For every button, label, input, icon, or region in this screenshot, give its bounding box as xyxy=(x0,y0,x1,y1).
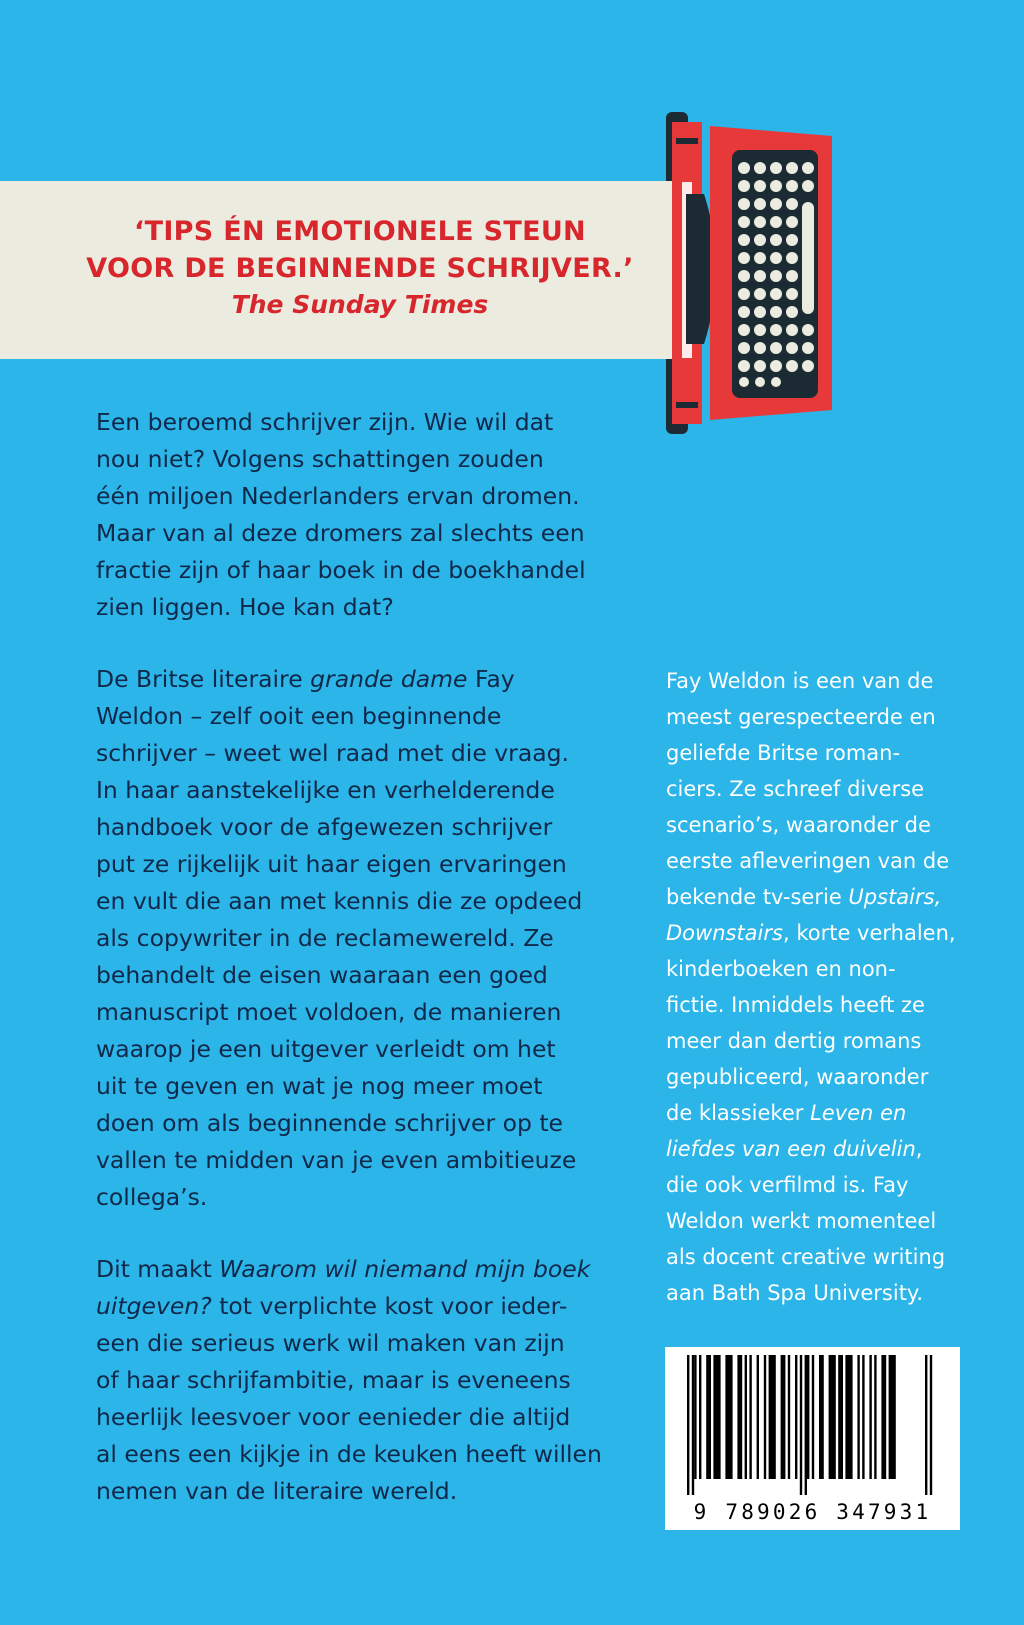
barcode-bar xyxy=(737,1355,742,1479)
barcode-bar xyxy=(749,1355,751,1479)
author-bio: Fay Weldon is een van de meest gerespecteerde en geliefde Britse roman- ciers. Ze schreef diverse scenario’s, waaronder de eerste afleveringen van de bekende tv-serie Upstairs, Downstairs, korte verhalen, kinderboeken en non- fictie. Inmiddels heeft ze meer dan dertig romans gepubliceerd, waaronder de klassieker Leven en liefdes van een duivelin, die ook verfilmd is. Fay Weldon werkt momenteel als docent creative writing aan Bath Spa University. xyxy=(666,669,956,1305)
barcode-bar xyxy=(692,1355,694,1495)
barcode-bar xyxy=(829,1355,836,1479)
typewriter-icon xyxy=(660,108,870,438)
barcode-bar xyxy=(845,1355,852,1479)
review-quote xyxy=(0,213,720,323)
quote-source: The Sunday Times xyxy=(231,290,489,319)
barcode-bar xyxy=(725,1355,732,1479)
barcode-bar xyxy=(889,1355,896,1479)
barcode xyxy=(665,1347,960,1530)
barcode-bar xyxy=(857,1355,859,1479)
barcode-bar xyxy=(925,1355,927,1495)
barcode-bar xyxy=(807,1355,809,1479)
barcode-bar xyxy=(862,1355,864,1479)
barcode-bar xyxy=(788,1355,790,1479)
quote-line-1: ‘TIPS ÉN EMOTIONELE STEUN xyxy=(134,216,586,247)
barcode-bar xyxy=(699,1355,701,1479)
barcode-bars xyxy=(665,1347,960,1497)
barcode-bar xyxy=(819,1355,824,1479)
barcode-bar xyxy=(795,1355,797,1479)
barcode-bar xyxy=(713,1355,720,1479)
barcode-bar xyxy=(745,1355,747,1479)
barcode-bar xyxy=(881,1355,886,1479)
barcode-bar xyxy=(764,1355,766,1479)
quote-line-2: VOOR DE BEGINNENDE SCHRIJVER.’ xyxy=(86,253,634,284)
isbn-number: 9 789026 347931 xyxy=(693,1500,932,1524)
barcode-bar xyxy=(706,1355,711,1479)
barcode-bar xyxy=(781,1355,786,1479)
blurb-paragraph-2: De Britse literaire grande dame Fay Weldon – zelf ooit een beginnende schrijver – weet wel raad met die vraag. In haar aanstekelijke en verhelderende handboek voor de afgewezen schrijver put ze rijkelijk uit haar eigen ervaringen en vult die aan met kennis die ze opdeed als copywriter in de reclamewereld. Ze behandelt de eisen waaraan een goed manuscript moet voldoen, de manieren waarop je een uitgever verleidt om het uit te geven en wat je nog meer moet doen om als beginnende schrijver op te vallen te midden van je even ambitieuze collega’s. xyxy=(96,665,583,1211)
barcode-bar xyxy=(805,1355,807,1495)
barcode-bar xyxy=(694,1355,696,1479)
barcode-bar xyxy=(757,1355,759,1479)
barcode-bar xyxy=(874,1355,876,1479)
barcode-bar xyxy=(838,1355,843,1479)
blurb-text xyxy=(96,404,646,1545)
barcode-bar xyxy=(687,1355,689,1495)
barcode-bar xyxy=(769,1355,776,1479)
barcode-bar xyxy=(869,1355,871,1479)
blurb-paragraph-3: Dit maakt Waarom wil niemand mijn boek uitgeven? tot verplichte kost voor ieder- een die serieus werk wil maken van zijn of haar schrijfambitie, maar is eveneens heerlijk leesvoer voor eenieder die altijd al eens een kijkje in de keuken heeft willen nemen van de literaire wereld. xyxy=(96,1255,602,1505)
barcode-bar xyxy=(800,1355,802,1495)
blurb-paragraph-1: Een beroemd schrijver zijn. Wie wil dat nou niet? Volgens schattingen zouden één miljoen Nederlanders ervan dromen. Maar van al deze dromers zal slechts een fractie zijn of haar boek in de boekhandel zien liggen. Hoe kan dat? xyxy=(96,408,586,621)
barcode-bar xyxy=(930,1355,932,1495)
barcode-bar xyxy=(812,1355,814,1479)
